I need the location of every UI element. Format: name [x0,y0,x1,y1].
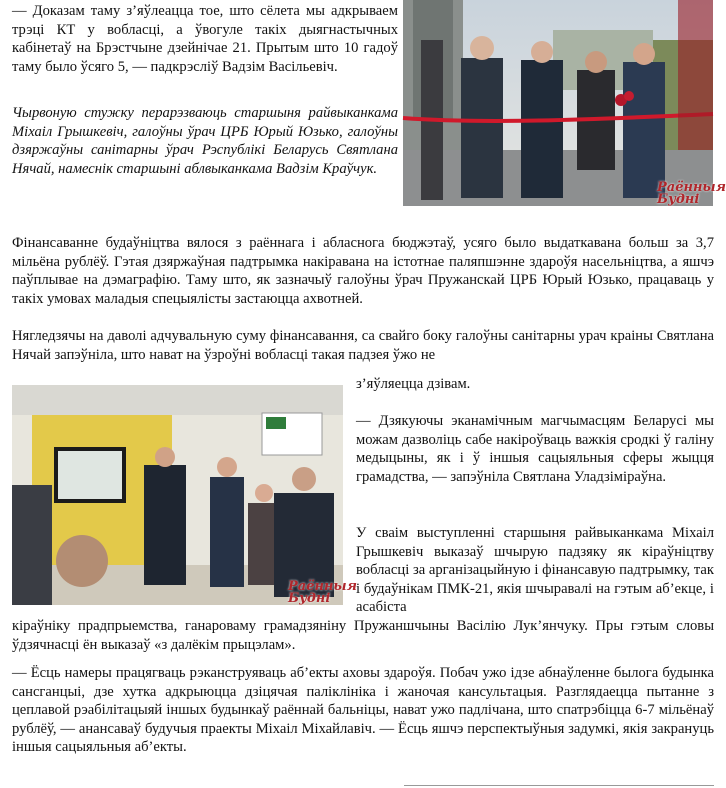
paragraph-minister-note-end: з’яўляецца дзівам. [356,376,471,392]
watermark-ribbon-photo: Раённыя Будні [657,180,726,207]
paragraph-minister-note: Нягледзячы на даволі адчувальную суму фінансавання, са свайго боку галоўны санітарны урач краіны Святлана Нячай запэўніла, што нават на ўзроўні вобласці такая падзея ўжо не [12,328,714,363]
paragraph-gryshkevich-thanks-end: кіраўніку прадпрыемства, ганароваму грамадзяніну Пружаншчыны Васілію Лук’янчуку. Пры гэтым словы ўдзячнасці ён выказаў «з далёкім прыцэлам». [12,618,714,653]
paragraph-gryshkevich-thanks: У сваім выступленні старшыня райвыканкама Міхаіл Грышкевіч выказаў шчырую падзяку як кіраўніцтву вобласці за арганізацыйную і фінансавую падтрымку, так і будаўнікам ПМК-21, якія шчыравалі на гэтым аб’екце, і асабіста [356,525,714,616]
ribbon-photo-illustration [403,0,713,206]
paragraph-intro-quote: — Доказам таму з’яўлеацца тое, што сёлета мы адкрываем трэці КТ у вобласці, а ўвогуле такіх дыягнастычных кабінетаў на Брэстчыне дзейнічае 21. Прытым што 10 гадоў таму было ўсяго 5, — падкрэсліў Вадзім Васільевіч. [12,3,398,75]
watermark-ct-room-photo: Раённыя Будні [288,579,357,606]
bottom-divider [404,785,714,786]
photo-ribbon-cutting [403,0,726,207]
photo-ct-room [12,385,357,606]
paragraph-nyachai-quote: — Дзякуючы эканамічным магчымасцям Беларусі мы можам дазволіць сабе накіроўваць важкія сродкі ў галіну медыцыны, як і ў іншыя сацыяльныя сферы жыцця грамадства, — запэўніла Святлана Уладзіміраўна. [356,413,714,485]
photo-caption-ribbon: Чырвоную стужку перарэзваюць старшыня райвыканкама Міхаіл Грышкевіч, галоўны ўрач ЦРБ Юрый Юзько, галоўны дзяржаўны санітарны ўрач Рэспублікі Беларусь Святлана Нячай, намеснік старшыні аблвыканкама Вадзім Краўчук. [12,105,398,177]
paragraph-financing: Фінансаванне будаўніцтва вялося з раённага і абласнога бюджэтаў, усяго было выдаткавана больш за 3,7 мільёна рублёў. Гэтая дзяржаўная падтрымка накіравана на істотнае паляпшэнне здароўя насельніцтва, а яшчэ паўплывае на дэмаграфію. Таму што, як зазначыў галоўны ўрач Пружанскай ЦРБ Юрый Юзько, працаваць у такіх умовах маладыя спецыялісты застаюцца ахвотней. [12,235,714,307]
paragraph-future-projects: — Ёсць намеры працягваць рэканструяваць аб’екты аховы здароўя. Побач ужо ідзе абнаўленне былога будынка сансганцыі, дзе хутка адкрыюцца дзіцячая паліклініка і жаночая кансультацыя. Разглядаецца пытанне з цеплавой рэабілітацыяй іншых будынкаў раённай бальніцы, нават ужо падлічана, што спатрэбіцца 6-7 мільёнаў рублёў, — анансаваў будучыя праекты Міхаіл Міхайлавіч. — Ёсць яшчэ перспектыўныя задумкі, якія закрануць іншыя сацыяльныя аб’екты. [12,665,714,756]
ct-room-photo-illustration [12,385,343,605]
